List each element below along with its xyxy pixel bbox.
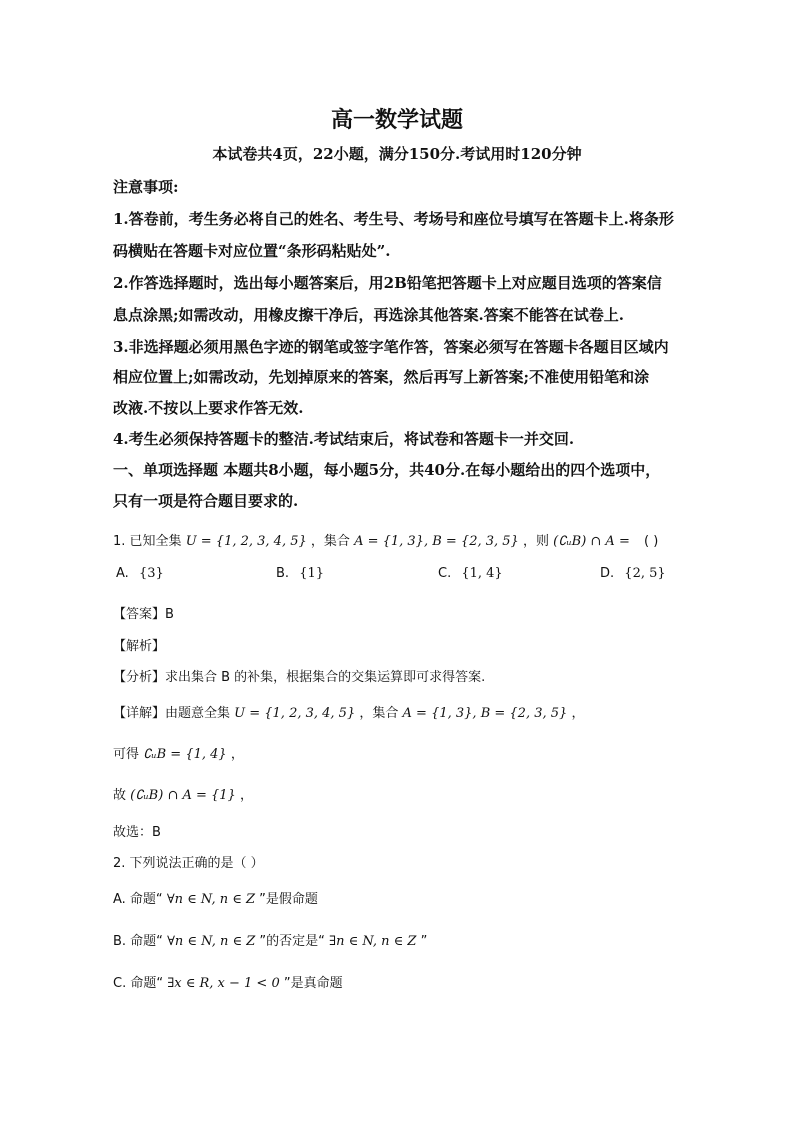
notice-line: 3.非选择题必须用黑色字迹的钢笔或签字笔作答，答案必须写在答题卡各题目区域内 <box>113 338 669 356</box>
q2-option-a-expr: ∀n ∈ N, n ∈ Z <box>166 892 256 907</box>
q1-detail-end: ， <box>571 706 585 721</box>
notice-line: 4.考生必须保持答题卡的整洁.考试结束后，将试卷和答题卡一并交回. <box>113 430 575 448</box>
q2-option-b: B. 命题“ ∀n ∈ N, n ∈ Z ”的否定是“ ∃n ∈ N, n ∈ Z ” <box>113 934 428 949</box>
q1-complement-expr: ∁ᵤB = {1, 4} <box>143 747 227 762</box>
q1-detail-prefix: 【详解】由题意全集 <box>113 706 231 721</box>
q1-option-b: B. {1} <box>276 566 325 581</box>
notice-line: 改液.不按以上要求作答无效. <box>113 399 304 417</box>
q2-option-b-expr-2: ∃n ∈ N, n ∈ Z <box>329 934 417 949</box>
q1-mid: ，集合 <box>310 534 350 549</box>
q2-option-a: A. 命题“ ∀n ∈ N, n ∈ Z ”是假命题 <box>113 892 318 907</box>
q1-detail-sets: A = {1, 3}, B = {2, 3, 5} <box>402 706 568 721</box>
q1-universal-set: U = {1, 2, 3, 4, 5} <box>185 534 307 549</box>
notice-line: 息点涂黑;如需改动，用橡皮擦干净后，再选涂其他答案.答案不能答在试卷上. <box>113 306 624 324</box>
q1-prefix: 1. 已知全集 <box>113 534 182 549</box>
q2-option-c: C. 命题“ ∃x ∈ R, x − 1 < 0 ”是真命题 <box>113 976 343 991</box>
q2-option-b-expr-1: ∀n ∈ N, n ∈ Z <box>167 934 256 949</box>
section-heading-cont: 只有一项是符合题目要求的. <box>113 492 299 510</box>
q2-option-c-expr: ∃x ∈ R, x − 1 < 0 <box>167 976 280 991</box>
page-subtitle: 本试卷共4页，22小题，满分150分.考试用时120分钟 <box>212 145 582 163</box>
q1-option-a: A. {3} <box>116 566 164 581</box>
q1-step-2: 故 (∁ᵤB) ∩ A = {1} ， <box>113 788 253 803</box>
notice-heading: 注意事项: <box>113 178 179 196</box>
q1-option-d: D. {2, 5} <box>600 566 666 581</box>
q1-intersection-expr: (∁ᵤB) ∩ A = {1} <box>130 788 236 803</box>
q1-blank: ( ) <box>644 534 659 549</box>
notice-line: 相应位置上;如需改动，先划掉原来的答案，然后再写上新答案;不准使用铅笔和涂 <box>113 368 650 386</box>
q1-fenxi: 【分析】求出集合 B 的补集，根据集合的交集运算即可求得答案. <box>113 670 486 685</box>
q1-analysis-label: 【解析】 <box>113 639 166 654</box>
section-heading: 一、单项选择题 本题共8小题，每小题5分，共40分.在每小题给出的四个选项中， <box>113 461 661 479</box>
q1-detail-mid: ，集合 <box>359 706 399 721</box>
notice-line: 1.答卷前，考生务必将自己的姓名、考生号、考场号和座位号填写在答题卡上.将条形 <box>113 210 674 228</box>
q1-then: ，则 <box>522 534 549 549</box>
q1-detail-universal-set: U = {1, 2, 3, 4, 5} <box>234 706 356 721</box>
q1-detail <box>113 702 584 721</box>
q1-step-1: 可得 ∁ᵤB = {1, 4} ， <box>113 747 244 762</box>
question-2-stem: 2. 下列说法正确的是（ ） <box>113 856 264 871</box>
q1-choice: 故选：B <box>113 825 161 840</box>
q1-expression: (∁ᵤB) ∩ A = <box>553 534 630 549</box>
page-title: 高一数学试题 <box>330 107 463 133</box>
notice-line: 码横贴在答题卡对应位置“条形码粘贴处”. <box>113 242 391 260</box>
q1-answer: 【答案】B <box>113 607 174 622</box>
question-1-stem <box>113 530 658 549</box>
q1-option-c: C. {1, 4} <box>438 566 503 581</box>
notice-line: 2.作答选择题时，选出每小题答案后，用2B铅笔把答题卡上对应题目选项的答案信 <box>113 274 662 292</box>
q1-sets: A = {1, 3}, B = {2, 3, 5} <box>354 534 519 549</box>
